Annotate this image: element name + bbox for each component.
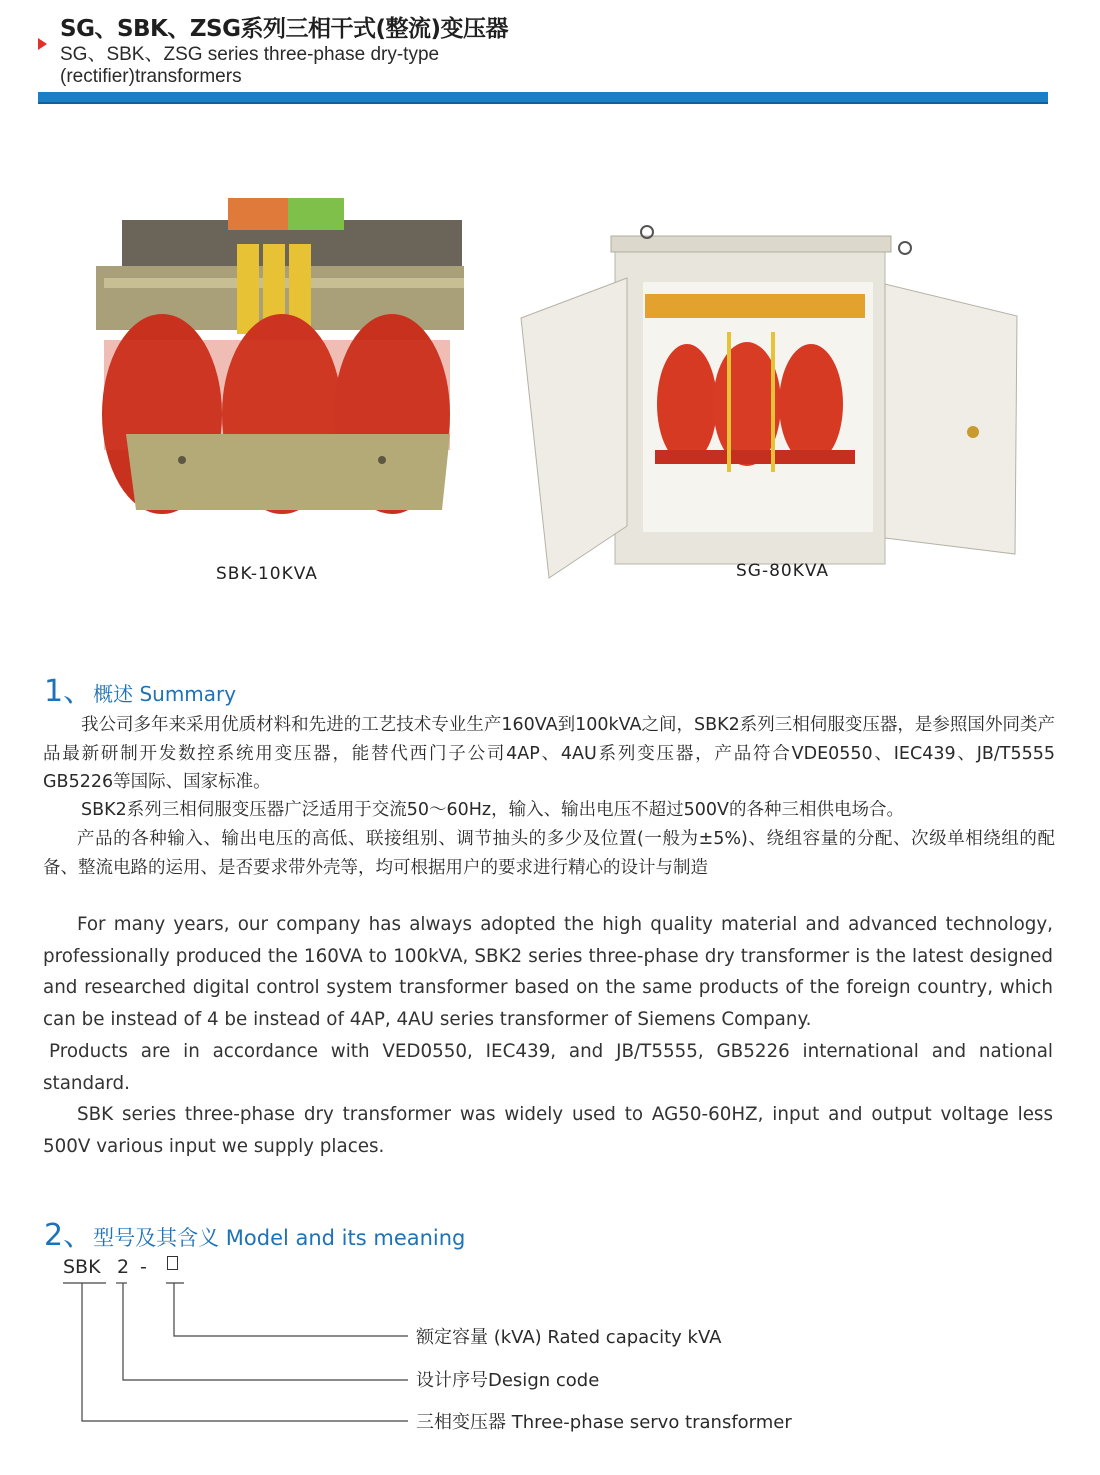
product-caption: SBK-10KVA	[216, 564, 318, 584]
product-caption: SG-80KVA	[736, 561, 830, 581]
legend-three-phase: 三相变压器 Three-phase servo transformer	[416, 1412, 792, 1433]
section-title: 型号及其含义 Model and its meaning	[93, 1226, 466, 1250]
legend-rated-capacity: 额定容量 (kVA) Rated capacity kVA	[416, 1327, 722, 1348]
summary-paragraph-en: For many years, our company has always adopted the high quality material and advanced technology, professionally produced the 160VA to 100kVA, SBK2 series three-phase dry transformer is the latest designed and researched digital control system transformer based on the same products of the foreign country, which can be instead of 4 be instead of 4AP, 4AU series transformer of Siemens Company.	[43, 914, 1053, 1030]
summary-paragraph-cn: 我公司多年来采用优质材料和先进的工艺技术专业生产160VA到100kVA之间，SBK2系列三相伺服变压器，是参照国外同类产品最新研制开发数控系统用变压器，能替代西门子公司4AP、4AU系列变压器，产品符合VDE0550、IEC439、JB/T5555 GB5226等国际、国家标准。	[43, 715, 1055, 792]
model-code-prefix: SBK	[63, 1256, 101, 1278]
model-code-digit: 2	[117, 1256, 130, 1278]
summary-paragraph-en: Products are in accordance with VED0550, IEC439, and JB/T5555, GB5226 international and national standard.	[43, 1041, 1053, 1094]
section-number: 1、	[44, 674, 94, 709]
leader-line-design-code	[123, 1283, 408, 1380]
section-number: 2、	[44, 1218, 94, 1253]
summary-paragraph-cn: SBK2系列三相伺服变压器广泛适用于交流50～60Hz，输入、输出电压不超过500V的各种三相供电场合。	[81, 800, 904, 820]
section-title: 概述 Summary	[93, 682, 237, 706]
summary-paragraph-cn: 产品的各种输入、输出电压的高低、联接组别、调节抽头的多少及位置(一般为±5%)、绕组容量的分配、次级单相绕组的配备、整流电路的运用、是否要求带外壳等，均可根据用户的要求进行精心的设计与制造	[43, 829, 1055, 878]
page-title-en: SG、SBK、ZSG series three-phase dry-type (rectifier)transformers	[60, 44, 440, 87]
legend-design-code: 设计序号Design code	[416, 1370, 600, 1391]
model-code-dash: -	[140, 1256, 147, 1278]
leader-line-three-phase	[82, 1283, 408, 1421]
leader-line-capacity	[174, 1283, 408, 1336]
page-title-cn: SG、SBK、ZSG系列三相干式(整流)变压器	[60, 16, 509, 42]
summary-paragraph-en: SBK series three-phase dry transformer was widely used to AG50-60HZ, input and output voltage less 500V various input we supply places.	[43, 1104, 1053, 1157]
